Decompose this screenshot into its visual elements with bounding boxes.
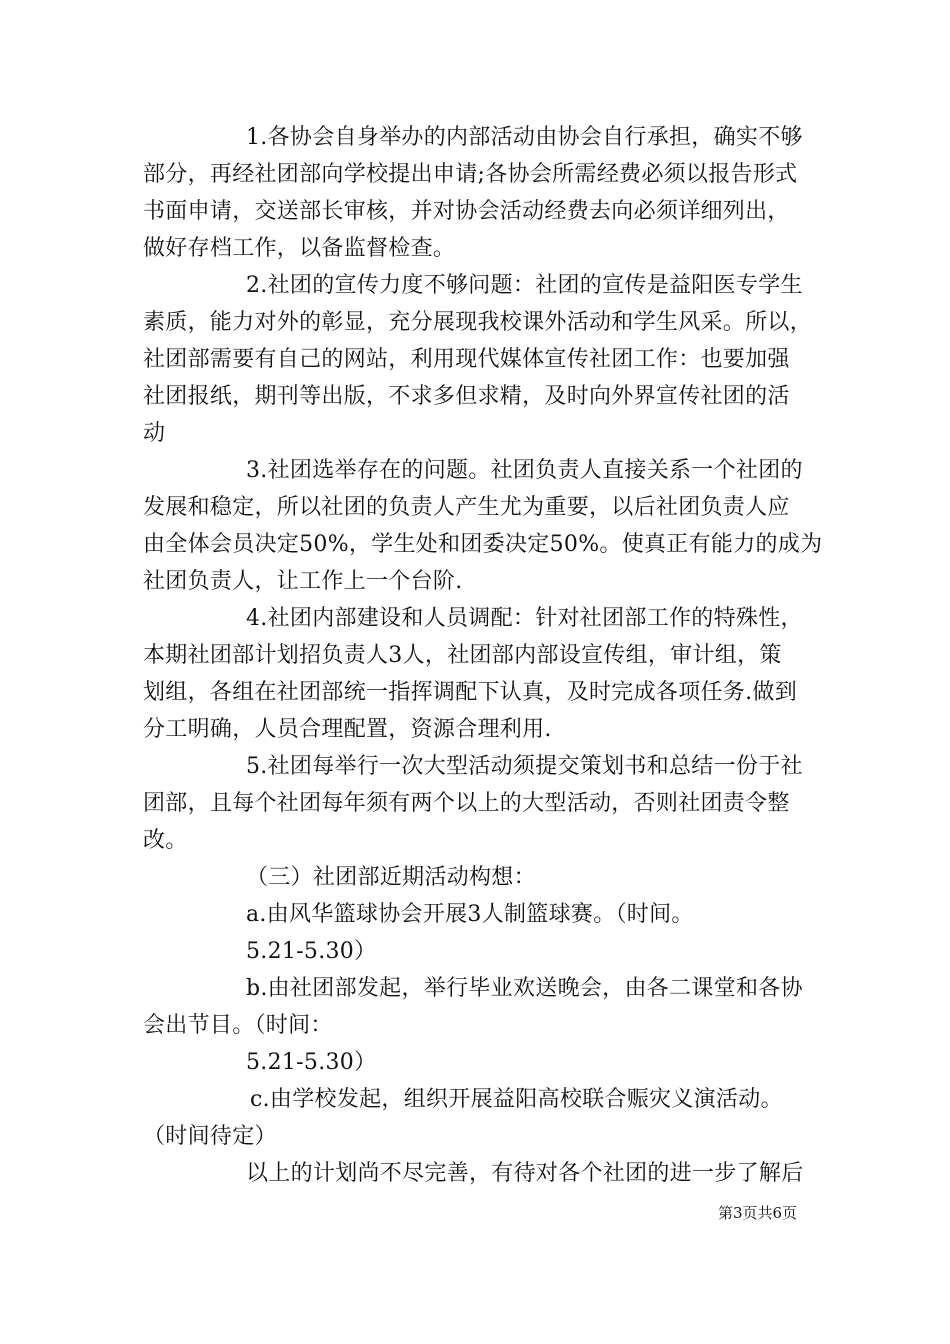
paragraph-line: 动 bbox=[143, 421, 166, 446]
list-item-date: 5.21-5.30） bbox=[246, 1050, 377, 1075]
paragraph-line: 素质，能力对外的彰显，充分展现我校课外活动和学生风采。所以， bbox=[143, 310, 813, 335]
paragraph-line: 本期社团部计划招负责人3人，社团部内部设宣传组，审计组，策 bbox=[143, 643, 782, 668]
paragraph-line: 1.各协会自身举办的内部活动由协会自行承担，确实不够 bbox=[246, 125, 803, 150]
paragraph-line: 由全体会员决定50%，学生处和团委决定50%。使真正有能力的成为 bbox=[143, 532, 823, 557]
paragraph-line: 做好存档工作，以备监督检查。 bbox=[143, 236, 456, 261]
paragraph-line: 5.社团每举行一次大型活动须提交策划书和总结一份于社 bbox=[246, 754, 803, 779]
paragraph-line: 书面申请，交送部长审核，并对协会活动经费去向必须详细列出， bbox=[143, 199, 790, 224]
paragraph-line: 3.社团选举存在的问题。社团负责人直接关系一个社团的 bbox=[246, 458, 803, 483]
list-item: 会出节目。（时间： bbox=[143, 1013, 333, 1038]
section-heading: （三）社团部近期活动构想： bbox=[246, 865, 536, 890]
paragraph-line: 分工明确，人员合理配置，资源合理利用. bbox=[143, 717, 552, 742]
list-item: （时间待定） bbox=[143, 1124, 277, 1149]
list-item: a.由风华篮球协会开展3人制篮球赛。（时间。 bbox=[246, 902, 694, 927]
page-number: 第3页共6页 bbox=[718, 1204, 798, 1222]
paragraph-line: 社团部需要有自己的网站，利用现代媒体宣传社团工作：也要加强 bbox=[143, 347, 790, 372]
paragraph-line: 4.社团内部建设和人员调配：针对社团部工作的特殊性， bbox=[246, 606, 803, 631]
paragraph-line: 2.社团的宣传力度不够问题：社团的宣传是益阳医专学生 bbox=[246, 273, 803, 298]
paragraph-line: 社团负责人，让工作上一个台阶. bbox=[143, 569, 463, 594]
paragraph-line: 发展和稳定，所以社团的负责人产生尤为重要，以后社团负责人应 bbox=[143, 495, 790, 520]
paragraph-line: 以上的计划尚不尽完善，有待对各个社团的进一步了解后 bbox=[246, 1161, 804, 1186]
list-item: c.由学校发起，组织开展益阳高校联合赈灾义演活动。 bbox=[250, 1087, 783, 1112]
list-item: b.由社团部发起，举行毕业欢送晚会，由各二课堂和各协 bbox=[246, 976, 803, 1001]
list-item-date: 5.21-5.30） bbox=[246, 939, 377, 964]
paragraph-line: 划组，各组在社团部统一指挥调配下认真，及时完成各项任务.做到 bbox=[143, 680, 797, 705]
paragraph-line: 团部，且每个社团每年须有两个以上的大型活动，否则社团责令整 bbox=[143, 791, 790, 816]
paragraph-line: 改。 bbox=[143, 828, 188, 853]
paragraph-line: 部分，再经社团部向学校提出申请;各协会所需经费必须以报告形式 bbox=[143, 162, 798, 187]
paragraph-line: 社团报纸，期刊等出版，不求多但求精，及时向外界宣传社团的活 bbox=[143, 384, 790, 409]
